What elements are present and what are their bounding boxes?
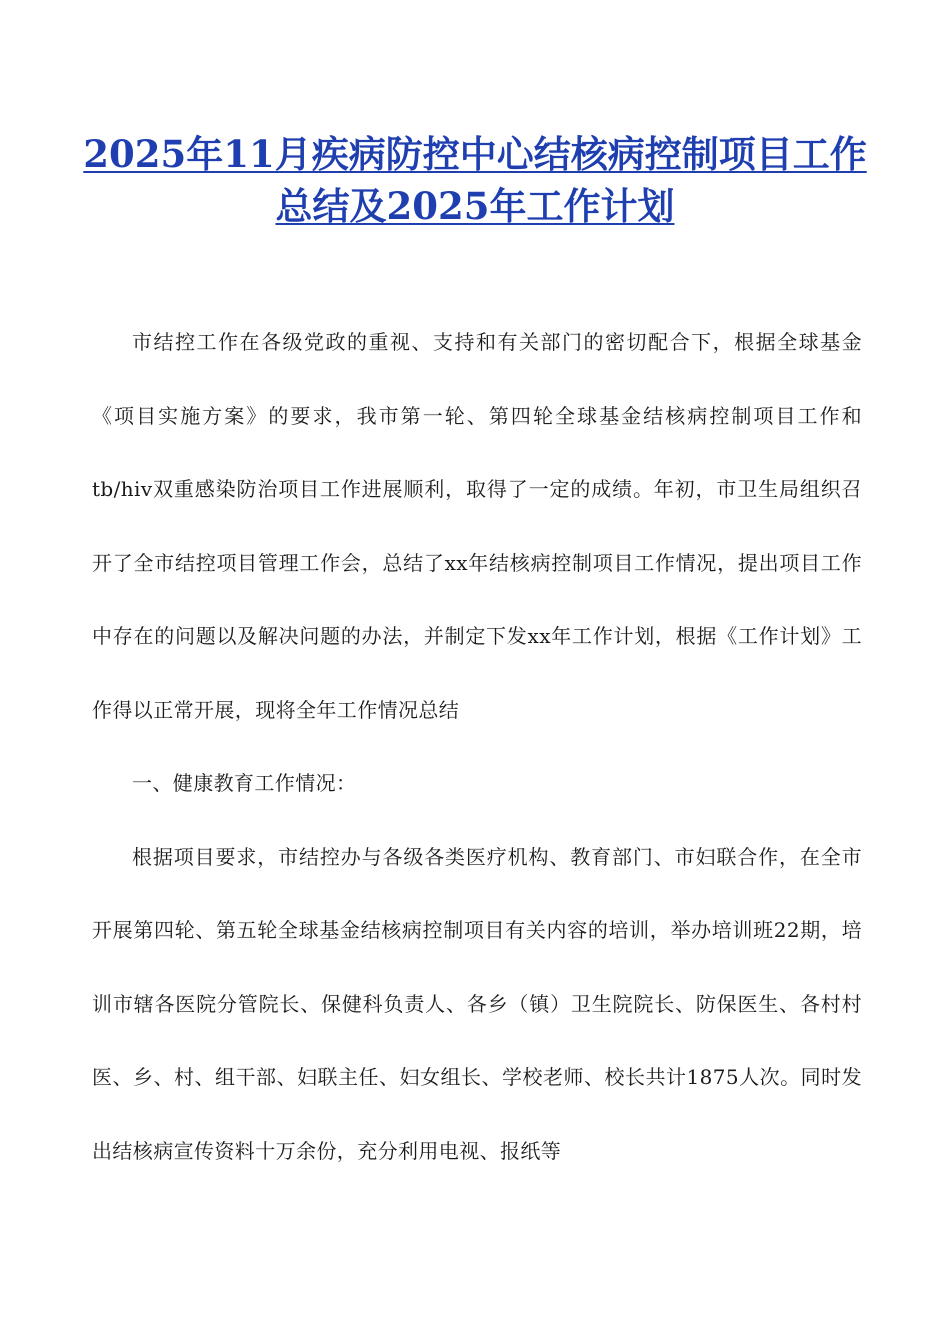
document-title-text: 2025年11月疾病防控中心结核病控制项目工作总结及2025年工作计划 bbox=[83, 132, 867, 228]
paragraph-intro: 市结控工作在各级党政的重视、支持和有关部门的密切配合下，根据全球基金《项目实施方案》的要求，我市第一轮、第四轮全球基金结核病控制项目工作和tb/hiv双重感染防治项目工作进展顺利，取得了一定的成绩。年初，市卫生局组织召开了全市结控项目管理工作会，总结了xx年结核病控制项目工作情况，提出项目工作中存在的问题以及解决问题的办法，并制定下发xx年工作计划，根据《工作计划》工作得以正常开展，现将全年工作情况总结 bbox=[92, 330, 862, 722]
section-heading-health-education: 一、健康教育工作情况： bbox=[132, 771, 357, 795]
document-title bbox=[80, 128, 870, 232]
document-body bbox=[92, 306, 862, 1188]
paragraph-health-education: 根据项目要求，市结控办与各级各类医疗机构、教育部门、市妇联合作，在全市开展第四轮、第五轮全球基金结核病控制项目有关内容的培训，举办培训班22期，培训市辖各医院分管院长、保健科负责人、各乡（镇）卫生院院长、防保医生、各村村医、乡、村、组干部、妇联主任、妇女组长、学校老师、校长共计1875人次。同时发出结核病宣传资料十万余份，充分利用电视、报纸等 bbox=[92, 844, 862, 1163]
